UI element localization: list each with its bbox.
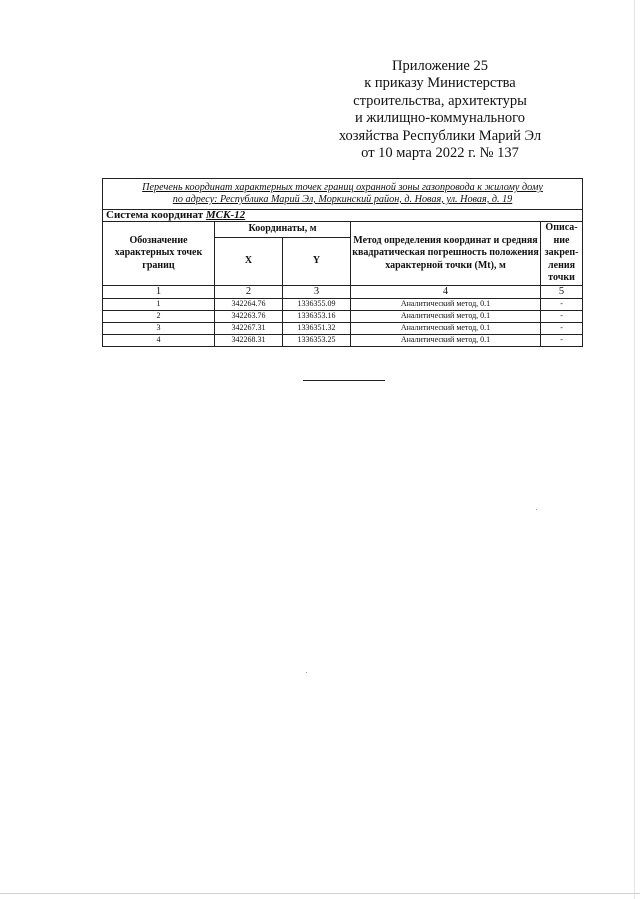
header-coordinates: Координаты, м [215, 222, 351, 238]
appendix-header [300, 58, 580, 162]
column-number: 5 [541, 285, 583, 298]
column-number: 2 [215, 285, 283, 298]
table-row [103, 322, 583, 334]
point-cell: 1 [103, 298, 215, 310]
description-cell: - [541, 310, 583, 322]
x-cell: 342264.76 [215, 298, 283, 310]
scan-speck [536, 509, 537, 510]
y-cell: 1336351.32 [283, 322, 351, 334]
header-description: Описа-ние закреп-ления точки [541, 222, 583, 286]
x-cell: 342263.76 [215, 310, 283, 322]
point-cell: 4 [103, 334, 215, 346]
header-point-designation: Обозначение характерных точек границ [103, 222, 215, 286]
scan-edge-right [634, 0, 635, 899]
table-row [103, 298, 583, 310]
table-row [103, 310, 583, 322]
description-cell: - [541, 298, 583, 310]
x-cell: 342268.31 [215, 334, 283, 346]
header-line: хозяйства Республики Марий Эл [338, 127, 542, 144]
scan-edge-bottom [0, 893, 640, 894]
column-number: 3 [283, 285, 351, 298]
header-line: строительства, архитектуры [353, 92, 527, 109]
header-line: к приказу Министерства [364, 75, 516, 92]
caption-line-1: Перечень координат характерных точек границ охранной зоны газопровода к жилому дому [142, 182, 543, 193]
description-cell: - [541, 322, 583, 334]
header-line: от 10 марта 2022 г. № 137 [361, 145, 519, 162]
method-cell: Аналитический метод, 0.1 [351, 334, 541, 346]
separator-line [303, 380, 385, 381]
coordinates-table [102, 178, 583, 347]
method-cell: Аналитический метод, 0.1 [351, 298, 541, 310]
column-number: 1 [103, 285, 215, 298]
header-line: Приложение 25 [392, 58, 488, 74]
header-line: и жилищно-коммунального [354, 110, 526, 127]
header-method: Метод определения координат и средняя квадратическая погрешность положения характерной точки (Mt), м [351, 222, 541, 286]
y-cell: 1336353.25 [283, 334, 351, 346]
caption-line-2: по адресу: Республика Марий Эл, Моркинский район, д. Новая, ул. Новая, д. 19 [172, 194, 513, 205]
coordinate-system-label: Система координат [106, 209, 204, 221]
y-cell: 1336353.16 [283, 310, 351, 322]
description-cell: - [541, 334, 583, 346]
header-y: Y [283, 237, 351, 285]
table-row [103, 334, 583, 346]
table-caption [103, 179, 583, 210]
column-number: 4 [351, 285, 541, 298]
column-number-row [103, 285, 583, 298]
point-cell: 2 [103, 310, 215, 322]
y-cell: 1336355.09 [283, 298, 351, 310]
method-cell: Аналитический метод, 0.1 [351, 322, 541, 334]
x-cell: 342267.31 [215, 322, 283, 334]
point-cell: 3 [103, 322, 215, 334]
method-cell: Аналитический метод, 0.1 [351, 310, 541, 322]
scan-speck [306, 672, 307, 673]
coordinate-system-value: МСК-12 [205, 209, 246, 221]
coordinate-system-row [103, 210, 583, 222]
header-x: X [215, 237, 283, 285]
